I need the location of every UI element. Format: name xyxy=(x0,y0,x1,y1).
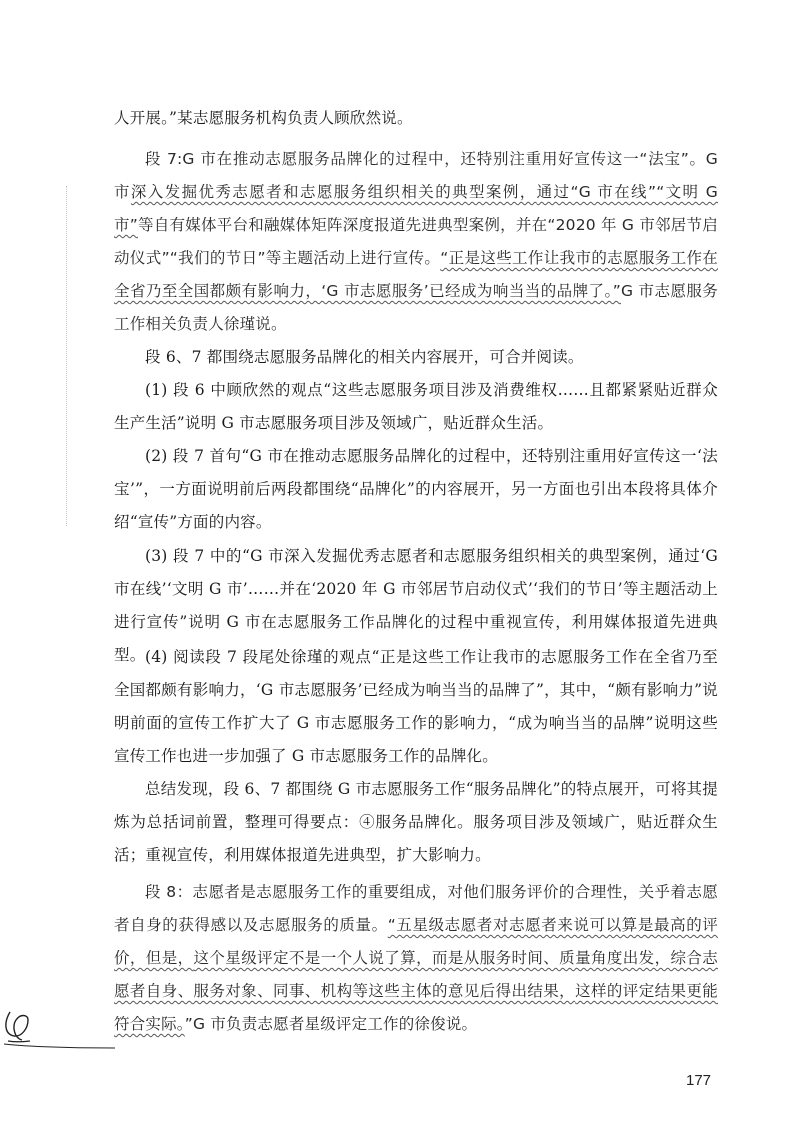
text-span: (3) 段 7 中的“G 市深入发掘优秀志愿者和志愿服务组织相关的典型案例，通过‘G 市在线’‘文明 G 市’……并在‘2020 年 G 市邻居节启动仪式’‘我们的节日’等主题活动上进行宣传”说明 G 市在志愿服务工作品牌化的过程中重视宣传，利用媒体报道先进典型。 xyxy=(114,547,718,664)
paragraph-2-summary xyxy=(114,341,718,374)
text-span: (1) 段 6 中顾欣然的观点“这些志愿服务项目涉及消费维权……且都紧紧贴近群众生产生活”说明 G 市志愿服务项目涉及领域广，贴近群众生活。 xyxy=(114,381,718,432)
text-span: ”G 市负责志愿者星级评定工作的徐俊说。 xyxy=(184,1015,478,1033)
paragraph-7-conclusion xyxy=(114,773,718,872)
paragraph-1-section-7 xyxy=(114,143,718,341)
text-span: 段 7:G 市在推动志愿服务品牌化的过程中，还特别注重用好宣传这一“法宝”。G 市 xyxy=(114,150,718,201)
underlined-span: 深入发掘优秀志愿者和志愿服务组织相关的典型案例， xyxy=(130,183,537,201)
text-span: 段 6、7 都围绕志愿服务品牌化的相关内容展开，可合并阅读。 xyxy=(145,348,584,366)
page-number: 177 xyxy=(686,1072,712,1089)
paragraph-3-point-1 xyxy=(114,374,718,440)
underlined-span: 这样的评定结果更能符合实际。 xyxy=(114,982,718,1033)
text-span: 等自有媒体平台和融媒体矩阵深度报道先进典型案例，并在“2020 年 G 市邻居节启动 xyxy=(114,216,718,267)
text-span: G 市志愿服务工作相关负责人徐瑾说。 xyxy=(114,282,719,333)
text-span: 总结发现，段 6、7 都围绕 G 市志愿服务工作“服务品牌化”的特点展开，可将其提炼为总括词前置，整理可得要点：④服务品牌化。服务项目涉及领域广，贴近群众生活；重视宣传，利用媒体报道先进典型，扩大影响力。 xyxy=(114,780,718,864)
underlined-span: 这个星级评定不是一个人说了算，而是从服务时间、质量角度出发，综合志愿者自身、服务对象、同事、机构等这些主体的意见后得出结果， xyxy=(114,949,718,1000)
text-span: (2) 段 7 首句“G 市在推动志愿服务品牌化的过程中，还特别注重用好宣传这一‘法宝’”，一方面说明前后两段都围绕“品牌化”的内容展开，另一方面也引出本段将具体介绍“宣传”方面的内容。 xyxy=(114,447,718,531)
underlined-span: “正是这些工作让我市的志愿服务工作在 xyxy=(440,249,719,267)
underlined-span: “五星级志愿者对志愿者来说可以算是最高的评价，但是， xyxy=(114,916,718,967)
paragraph-0 xyxy=(114,102,718,135)
underlined-span: 全省乃至全国都颇有影响力，‘G 市志愿服务’已经成为响当当的品牌了。” xyxy=(114,282,621,300)
text-span: 仪式”“我们的节日”等主题活动上进行宣传。 xyxy=(129,249,441,267)
underlined-span: 通过“G 市在线”“文明 G 市” xyxy=(114,183,718,234)
margin-line xyxy=(66,186,68,526)
text-span: (4) 阅读段 7 段尾处徐瑾的观点“正是这些工作让我市的志愿服务工作在全省乃至全国都颇有影响力，‘G 市志愿服务’已经成为响当当的品牌了”，其中，“颇有影响力”说明前面的宣传工作扩大了 G 市志愿服务工作的影响力，“成为响当当的品牌”说明这些宣传工作也进一步加强了 G 市志愿服务工作的品牌化。 xyxy=(114,648,718,765)
paragraph-4-point-2 xyxy=(114,440,718,539)
paragraph-6-point-4 xyxy=(114,641,718,773)
handwritten-mark xyxy=(0,1004,120,1052)
text-span: 段 8：志愿者是志愿服务工作的重要组成，对他们服务评价的合理性，关乎着志愿者自身的获得感以及志愿服务的质量。 xyxy=(114,883,718,934)
paragraph-8-section-8 xyxy=(114,876,718,1041)
text-span: 人开展。”某志愿服务机构负责人顾欣然说。 xyxy=(114,109,413,127)
